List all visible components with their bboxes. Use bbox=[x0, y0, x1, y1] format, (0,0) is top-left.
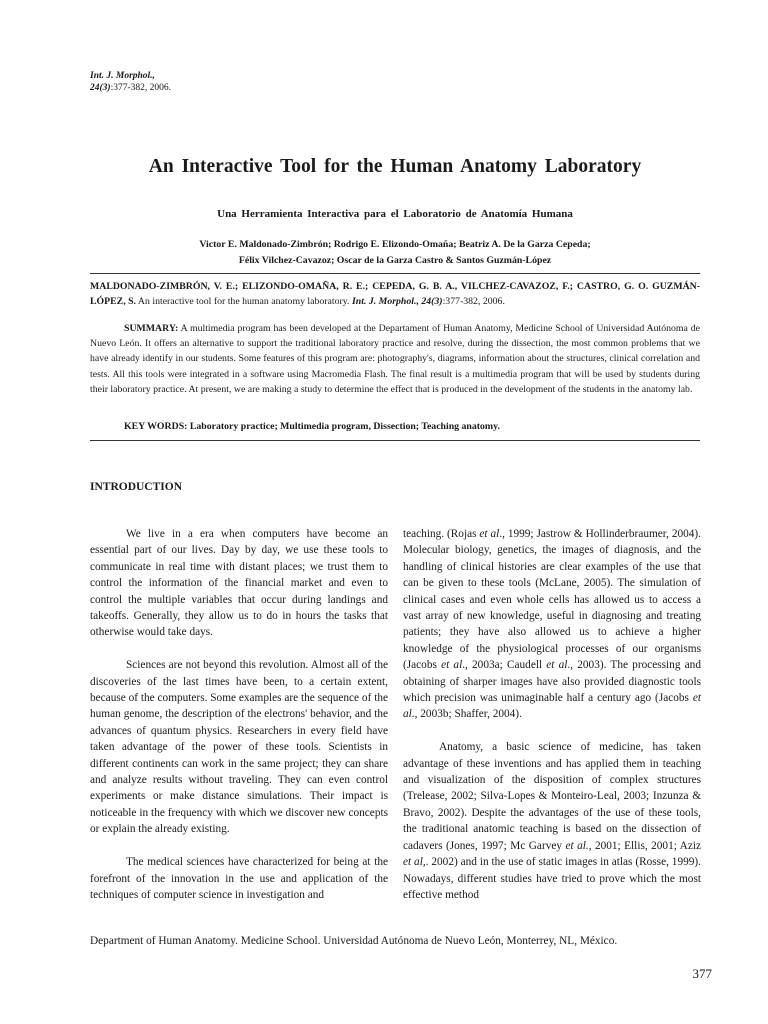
text-run: , 2001; Ellis, 2001; Aziz bbox=[588, 839, 701, 852]
divider-top bbox=[90, 273, 700, 274]
introduction-heading: INTRODUCTION bbox=[90, 481, 183, 493]
paragraph bbox=[403, 526, 701, 723]
author-line: Félix Vilchez-Cavazoz; Oscar de la Garza Castro & Santos Guzmán-López bbox=[238, 255, 552, 266]
text-run-italic: et al, bbox=[403, 856, 426, 869]
paper-subtitle: Una Herramienta Interactiva para el Laboratorio de Anatomía Humana bbox=[217, 208, 573, 220]
citation-authors: MALDONADO-ZIMBRÓN, V. E.; ELIZONDO-OMAÑA, R. E.; CEPEDA, G. B. A., VILCHEZ-CAVAZOZ, F.; CASTRO, G. O. GUZMÁN-LÓPEZ, S. bbox=[90, 281, 700, 307]
divider-bottom bbox=[90, 440, 700, 441]
text-run: ., 2003b; Shaffer, 2004). bbox=[411, 708, 522, 721]
summary bbox=[90, 321, 700, 397]
keywords: KEY WORDS: Laboratory practice; Multimedia program, Dissection; Teaching anatomy. bbox=[124, 421, 500, 432]
paragraph bbox=[403, 739, 701, 903]
summary-text: A multimedia program has been developed at the Departament of Human Anatomy, Medicine School of Universidad Autónoma de Nuevo León. It offers an alternative to support the traditional laboratory practice and resolve, during the dissection, the most common problems that we have already identify in our students. Some features of this program are: photography's, diagrams, information about the structures, clinical correlation and tests. All this tools were integrated in a software using Macromedia Flash. The final result is a multimedia program that will be used by students during their laboratory practice. At present, we are making a study to determine the effect that is produced in the development of the students in the anatomy lab. bbox=[90, 323, 700, 395]
affiliation-footer: Department of Human Anatomy. Medicine School. Universidad Autónoma de Nuevo León, Monterrey, NL, México. bbox=[90, 935, 618, 947]
journal-reference bbox=[90, 70, 171, 94]
journal-name: Int. J. Morphol., bbox=[90, 71, 155, 81]
text-run: Anatomy, a basic science of medicine, has taken advantage of these inventions and has applied them in teaching and visualization of the disposition of complex structures (Trelease, 2002; Silva-Lopes & Monteiro-Leal, 2003; Inzunza & Bravo, 2002). Despite the advantages of the use of these tools, the traditional anatomic teaching is based on the dissection of cadavers (Jones, 1997; Mc Garvey bbox=[403, 741, 701, 852]
paragraph: The medical sciences have characterized for being at the forefront of the innovation in the use and application of the techniques of computer science in investigation and bbox=[90, 856, 388, 901]
journal-volume-pages bbox=[90, 82, 171, 94]
citation-title: An interactive tool for the human anatomy laboratory. bbox=[136, 296, 352, 307]
text-run-italic: et al bbox=[403, 692, 701, 721]
text-run-italic: et al bbox=[479, 528, 500, 540]
text-run: ., 1999; Jastrow & Hollinderbraumer, 2004). Molecular biology, genetics, the images of diagnosis, and the handling of clinical histories are clear examples of the use that can be given to these tools (McLane, 2005). The simulation of clinical cases and even whole cells has allowed us to access a vast array of new knowledge, useful in diagnosing and treating patients; they have also allowed us to achieve a higher knowledge of the physiological processes of our organisms (Jacobs bbox=[403, 528, 702, 672]
right-column bbox=[403, 526, 701, 920]
text-run: ., 2003a; Caudell bbox=[462, 659, 547, 672]
text-run: teaching. (Rojas bbox=[403, 528, 480, 540]
author-line: Victor E. Maldonado-Zimbrón; Rodrigo E. Elizondo-Omaña; Beatriz A. De la Garza Cepeda; bbox=[199, 239, 591, 250]
paper-title: An Interactive Tool for the Human Anatomy Laboratory bbox=[148, 156, 642, 177]
journal-volume: 24(3) bbox=[90, 83, 111, 93]
summary-label: SUMMARY: bbox=[124, 323, 179, 334]
left-column bbox=[90, 526, 388, 920]
journal-pages: :377-382, 2006. bbox=[110, 83, 172, 93]
text-run: ., 2003). The processing and obtaining of sharper images have also provided diagnostic tools which precision was unimaginable half a century ago (Jacobs bbox=[403, 659, 701, 705]
text-run: . 2002) and in the use of static images in atlas (Rosse, 1999). Nowadays, different studies have tried to prove which the most effective method bbox=[403, 856, 701, 901]
author-list bbox=[90, 237, 700, 269]
text-run-italic: et al. bbox=[565, 839, 589, 852]
paragraph: Sciences are not beyond this revolution. Almost all of the discoveries of the last times have been, to a certain extent, because of the computers. Some examples are the sequence of the human genome, the description of the electrons' behavior, and the advances of quantum physics. Researchers in every field have taken advantage of the power of these tools. Scientists in different continents can work in the same project; they can share and analyze results without traveling. They can even control experiments or make distance simulations. Their impact is noticeable in the frequency with which we discover new concepts or explain the already existing. bbox=[90, 659, 388, 836]
page-number: 377 bbox=[692, 966, 712, 981]
citation bbox=[90, 279, 700, 309]
citation-pages: :377-382, 2006. bbox=[442, 296, 505, 307]
text-run-italic: et al bbox=[546, 659, 568, 672]
paragraph: We live in a era when computers have become an essential part of our lives. Day by day, we use these tools to communicate in real time with distant places; we trust them to control the information of the financial market and even to control the multiple variables that occur during landings and takeoffs. Generally, they allow us to do in hours the tasks that otherwise would take days. bbox=[90, 528, 388, 639]
text-run-italic: et al bbox=[441, 659, 463, 672]
citation-journal: Int. J. Morphol., 24(3) bbox=[351, 296, 443, 307]
